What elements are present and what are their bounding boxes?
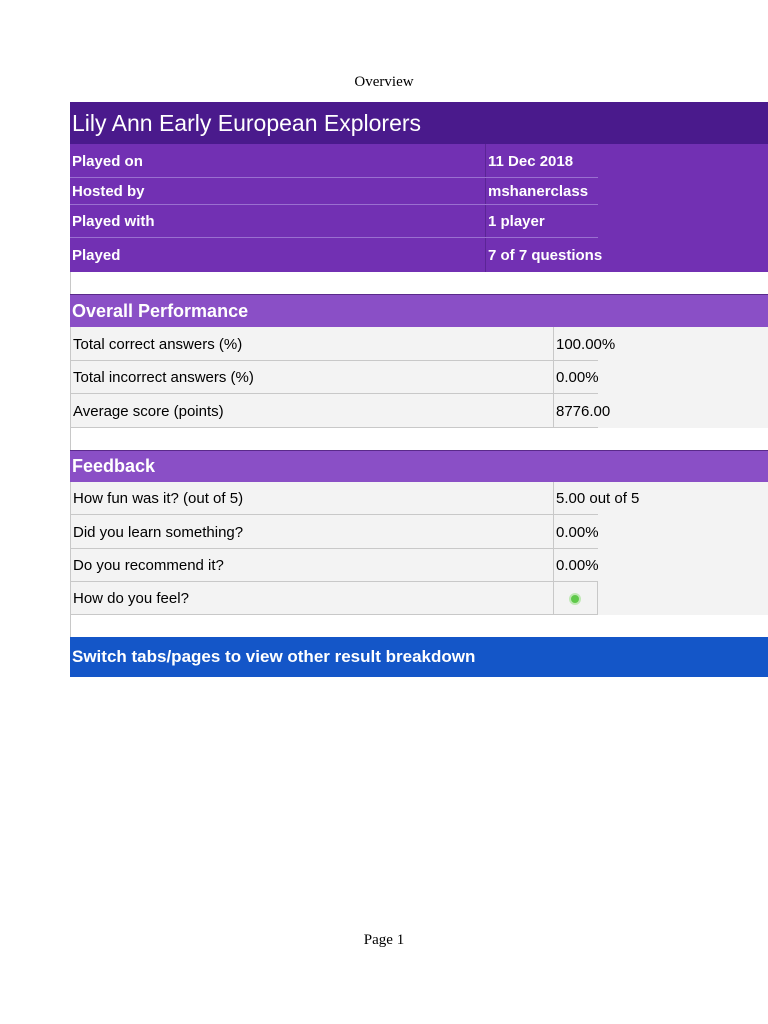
feedback-row-learn bbox=[70, 515, 768, 549]
page-title: Lily Ann Early European Explorers bbox=[72, 109, 422, 136]
section-heading: Feedback bbox=[72, 456, 156, 476]
feedback-row-fun bbox=[70, 482, 768, 515]
spacer bbox=[70, 615, 768, 637]
info-row-hosted-by bbox=[70, 178, 768, 205]
feel-cell bbox=[554, 582, 598, 615]
overview-sheet bbox=[70, 102, 768, 677]
page-footer: Page 1 bbox=[363, 932, 405, 948]
info-row-played-with bbox=[70, 205, 768, 238]
row-value: 0.00% bbox=[556, 523, 599, 541]
row-value: 100.00% bbox=[556, 335, 616, 353]
info-row-played-on bbox=[70, 144, 768, 178]
info-value: mshanerclass bbox=[488, 183, 589, 200]
info-value: 1 player bbox=[488, 213, 545, 230]
switch-tabs-banner bbox=[70, 637, 768, 677]
banner-text: Switch tabs/pages to view other result breakdown bbox=[72, 647, 476, 666]
info-value: 7 of 7 questions bbox=[488, 246, 603, 264]
row-value: 0.00% bbox=[556, 557, 599, 574]
info-row-played bbox=[70, 238, 768, 272]
section-heading: Overall Performance bbox=[72, 300, 249, 321]
green-circle-icon bbox=[569, 593, 581, 605]
row-value: 5.00 out of 5 bbox=[556, 490, 640, 507]
info-label: Played bbox=[70, 238, 486, 272]
spacer bbox=[70, 272, 768, 294]
title-row bbox=[70, 102, 768, 144]
page-header: Overview bbox=[354, 74, 414, 90]
info-label: Played with bbox=[70, 205, 486, 238]
feedback-header bbox=[70, 450, 768, 482]
row-label: Do you recommend it? bbox=[70, 549, 554, 582]
row-value: 8776.00 bbox=[556, 402, 611, 420]
info-label: Hosted by bbox=[70, 178, 486, 205]
info-label: Played on bbox=[70, 144, 486, 178]
row-label: Total correct answers (%) bbox=[70, 327, 554, 361]
info-value: 11 Dec 2018 bbox=[488, 152, 574, 170]
performance-row-average-score bbox=[70, 394, 768, 428]
row-label: How do you feel? bbox=[70, 582, 554, 615]
spacer bbox=[70, 428, 768, 450]
row-label: Did you learn something? bbox=[70, 515, 554, 549]
row-label: Total incorrect answers (%) bbox=[70, 361, 554, 394]
row-value: 0.00% bbox=[556, 369, 599, 386]
overall-performance-header bbox=[70, 294, 768, 327]
performance-row-correct bbox=[70, 327, 768, 361]
row-label: How fun was it? (out of 5) bbox=[70, 482, 554, 515]
feedback-row-recommend bbox=[70, 549, 768, 582]
feedback-row-feel bbox=[70, 582, 768, 615]
performance-row-incorrect bbox=[70, 361, 768, 394]
row-label: Average score (points) bbox=[70, 394, 554, 428]
